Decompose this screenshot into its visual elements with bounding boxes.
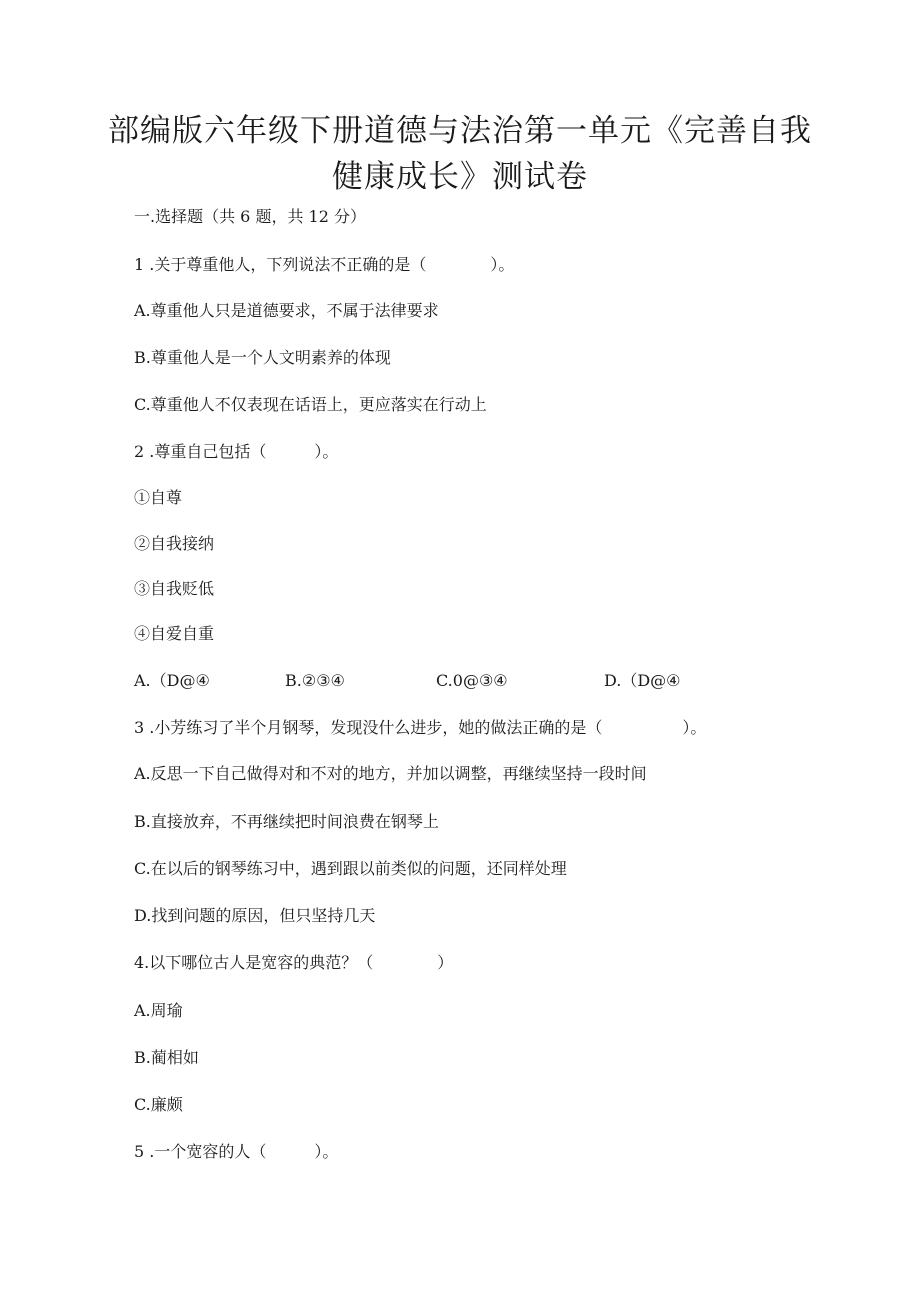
question-2-item-1: ①自尊 <box>134 488 183 507</box>
title-line-1: 部编版六年级下册道德与法治第一单元《完善自我 <box>108 113 812 149</box>
title-line-2: 健康成长》测试卷 <box>332 159 588 195</box>
question-2-item-4: ④自爱自重 <box>134 624 215 643</box>
question-1-option-c: C.尊重他人不仅表现在话语上，更应落实在行动上 <box>134 395 487 414</box>
question-1-option-a: A.尊重他人只是道德要求，不属于法律要求 <box>134 301 439 320</box>
question-3-option-b: B.直接放弃，不再继续把时间浪费在钢琴上 <box>134 812 439 831</box>
question-3-option-d: D.找到问题的原因，但只坚持几天 <box>134 906 376 925</box>
question-4-option-c: C.廉颇 <box>134 1095 183 1114</box>
question-1-option-b: B.尊重他人是一个人文明素养的体现 <box>134 348 391 367</box>
question-2-option-d: D.（D@④ <box>604 671 681 690</box>
question-5-stem: 5 .一个宽容的人（ ）。 <box>134 1142 339 1161</box>
question-4-option-b: B.蔺相如 <box>134 1048 199 1067</box>
section-heading: 一.选择题（共 6 题，共 12 分） <box>134 207 366 226</box>
question-4-option-a: A.周瑜 <box>134 1001 183 1020</box>
question-2-option-c: C.0@③④ <box>436 671 508 690</box>
question-3-option-c: C.在以后的钢琴练习中，遇到跟以前类似的问题，还同样处理 <box>134 859 567 878</box>
question-4-stem: 4.以下哪位古人是宽容的典范？（ ） <box>134 953 454 972</box>
question-2-item-3: ③自我贬低 <box>134 579 215 598</box>
question-2-item-2: ②自我接纳 <box>134 534 215 553</box>
question-3-stem: 3 .小芳练习了半个月钢琴，发现没什么进步，她的做法正确的是（ ）。 <box>134 718 707 737</box>
question-2-option-b: B.②③④ <box>285 671 345 690</box>
question-1-stem: 1 .关于尊重他人，下列说法不正确的是（ ）。 <box>134 255 515 274</box>
question-2-stem: 2 .尊重自己包括（ ）。 <box>134 442 339 461</box>
question-3-option-a: A.反思一下自己做得对和不对的地方，并加以调整，再继续坚持一段时间 <box>134 764 647 783</box>
page-title <box>100 108 820 200</box>
question-2-option-a: A.（D@④ <box>134 671 210 690</box>
